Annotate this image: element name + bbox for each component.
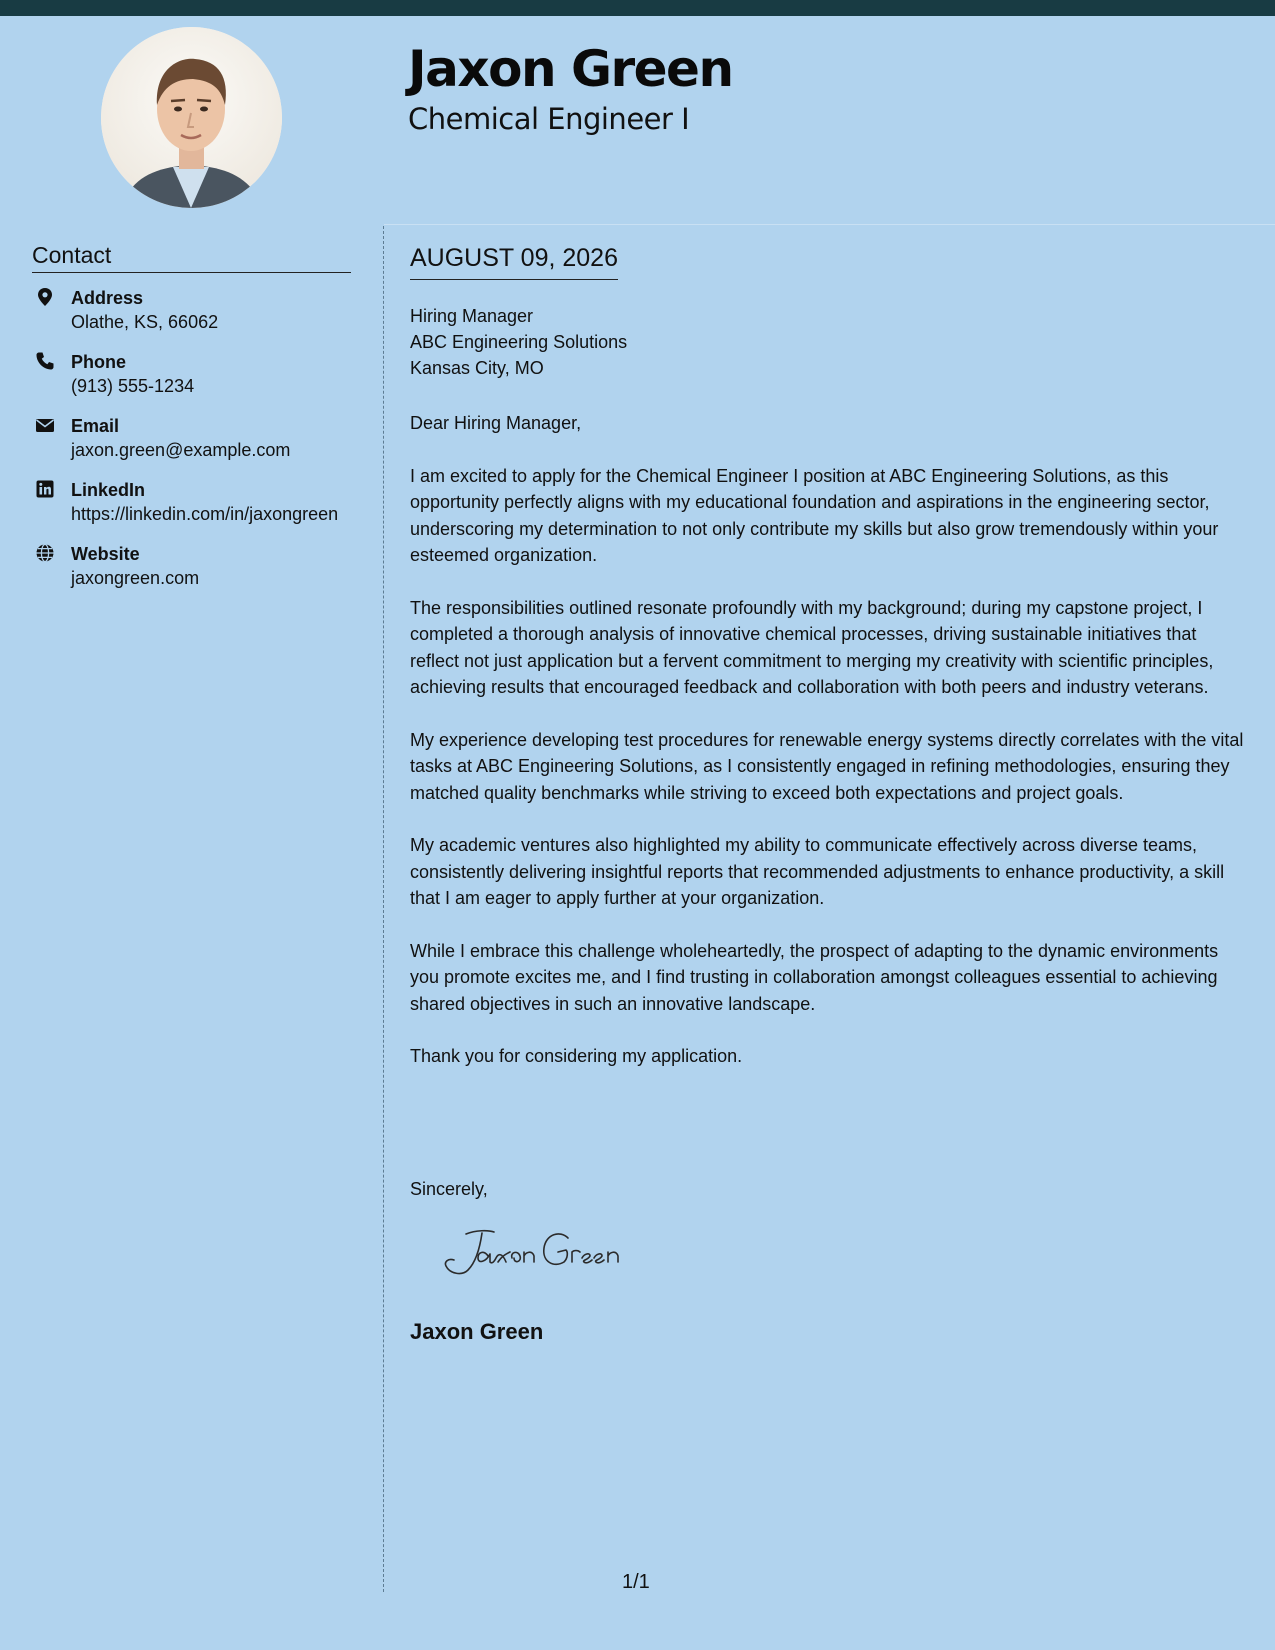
contact-label: Phone (71, 352, 127, 372)
map-pin-icon (35, 287, 55, 307)
linkedin-icon (35, 479, 55, 499)
closing: Sincerely, (410, 1179, 488, 1199)
contact-item-phone (32, 350, 352, 398)
letter-date: AUGUST 09, 2026 (410, 244, 618, 280)
letter-body (410, 410, 1250, 1096)
contact-list (32, 286, 352, 606)
profile-photo (101, 27, 282, 208)
phone-icon (35, 351, 55, 371)
contact-label: Address (71, 288, 144, 308)
contact-item-linkedin (32, 478, 352, 526)
recipient-line: Hiring Manager (410, 306, 534, 326)
contact-value[interactable]: https://linkedin.com/in/jaxongreen (71, 504, 339, 524)
contact-item-website (32, 542, 352, 590)
body-paragraph: The responsibilities outlined resonate profoundly with my background; during my capstone project, I completed a thorough analysis of innovative chemical processes, driving sustainable initiatives that reflect not just application but a fervent commitment to merging my creativity with scientific principles, achieving results that encouraged feedback and collaboration with both peers and industry veterans. (410, 597, 1214, 697)
contact-value: (913) 555-1234 (71, 376, 195, 396)
contact-value: Olathe, KS, 66062 (71, 312, 219, 332)
contact-label: Website (71, 544, 140, 564)
envelope-icon (35, 415, 55, 435)
contact-item-email (32, 414, 352, 462)
header-divider (384, 224, 1275, 225)
contact-item-address (32, 286, 352, 334)
contact-heading: Contact (32, 242, 351, 273)
recipient-line: ABC Engineering Solutions (410, 332, 628, 352)
salutation: Dear Hiring Manager, (410, 413, 582, 433)
contact-value[interactable]: jaxongreen.com (71, 568, 200, 588)
body-paragraph: Thank you for considering my application. (410, 1046, 743, 1066)
applicant-name: Jaxon Green (408, 40, 733, 98)
body-paragraph: My experience developing test procedures for renewable energy systems directly correlates with the vital tasks at ABC Engineering Solutions, as I consistently engaged in refining methodologies, ensuring they matched quality benchmarks while striving to exceed both expectations and project goals. (410, 729, 1244, 803)
body-paragraph: My academic ventures also highlighted my ability to communicate effectively across diverse teams, consistently delivering insightful reports that recommended adjustments to enhance productivity, a skill that I am eager to apply further at your organization. (410, 835, 1225, 908)
globe-icon (35, 543, 55, 563)
recipient-block (410, 303, 627, 381)
handwritten-signature (436, 1222, 656, 1282)
column-divider (383, 226, 384, 1592)
recipient-line: Kansas City, MO (410, 358, 544, 378)
page-indicator: 1/1 (622, 1571, 650, 1593)
contact-value: jaxon.green@example.com (71, 440, 291, 460)
body-paragraph: While I embrace this challenge wholeheartedly, the prospect of adapting to the dynamic environments you promote excites me, and I find trusting in collaboration amongst colleagues essential to achieving shared objectives in such an innovative landscape. (410, 940, 1219, 1014)
signer-name: Jaxon Green (410, 1319, 544, 1344)
job-title: Chemical Engineer I (408, 102, 690, 136)
top-bar (0, 0, 1275, 16)
body-paragraph: I am excited to apply for the Chemical Engineer I position at ABC Engineering Solutions, as this opportunity perfectly aligns with my educational foundation and aspirations in the engineering sector, underscoring my determination to not only contribute my skills but also grow tremendously within your esteemed organization. (410, 465, 1219, 565)
contact-label: LinkedIn (71, 480, 146, 500)
contact-label: Email (71, 416, 120, 436)
